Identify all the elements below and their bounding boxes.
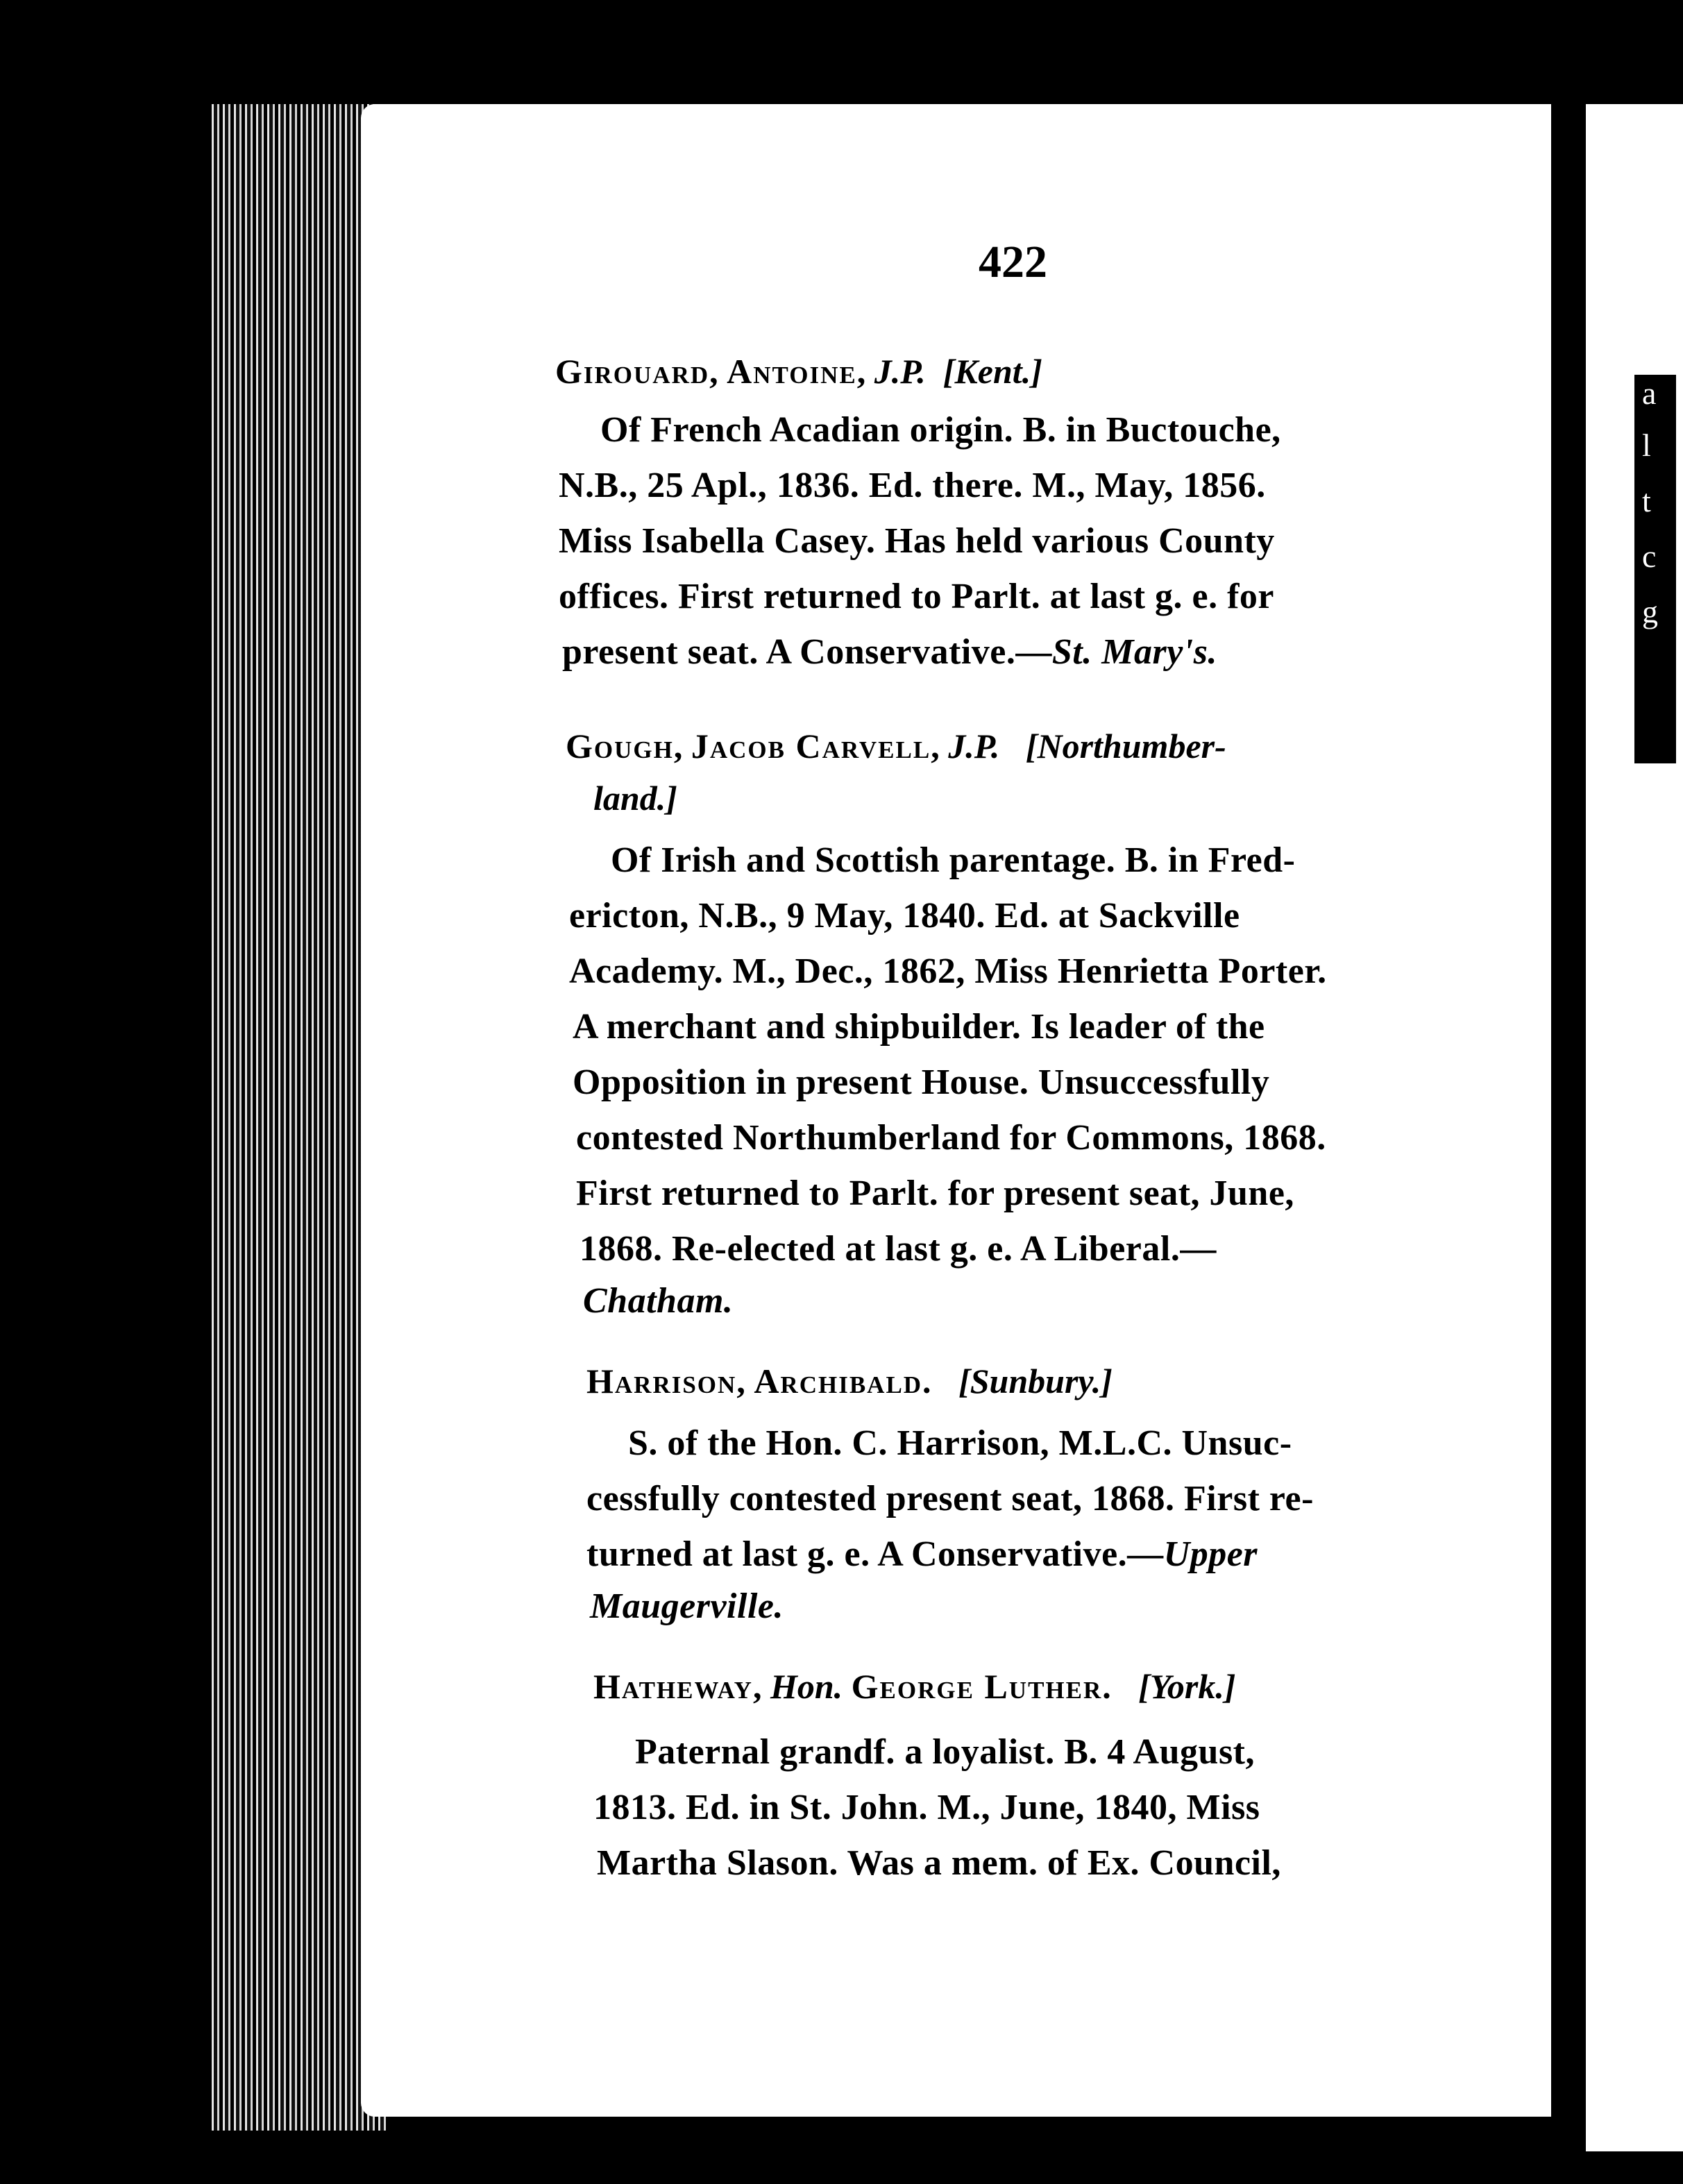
entry-text-line: Opposition in present House. Unsuccessfully (573, 1063, 1270, 1102)
entry-text-line: Paternal grandf. a loyalist. B. 4 August, (635, 1732, 1255, 1772)
entry-text-line (590, 1586, 784, 1627)
entry-residence-inline: Upper (1163, 1534, 1258, 1574)
entry-surname: Hatheway (593, 1667, 753, 1706)
entry-surname: Girouard (555, 352, 710, 391)
entry-text-line: 1813. Ed. in St. John. M., June, 1840, Miss (593, 1788, 1260, 1827)
entry-text-line: contested Northumberland for Commons, 1868. (576, 1118, 1326, 1158)
entry-heading: Harrison, Archibald. [Sunbury.] (586, 1362, 1113, 1400)
entry-title: J.P. (948, 727, 1000, 765)
entry-text-line: First returned to Parlt. for present seat, June, (576, 1174, 1294, 1213)
entry-text-line: ericton, N.B., 9 May, 1840. Ed. at Sackville (569, 896, 1240, 936)
entry-text-line (562, 632, 1217, 672)
entry-constituency-continuation: land.] (593, 779, 677, 818)
entry-heading: Hatheway, Hon. George Luther. [York.] (593, 1667, 1236, 1706)
entry-text-line: Of French Acadian origin. B. in Buctouche, (600, 410, 1281, 450)
neighbor-letter: l (1642, 428, 1651, 463)
entry-constituency: [York.] (1138, 1667, 1236, 1706)
entry-text-line: Martha Slason. Was a mem. of Ex. Council, (597, 1843, 1281, 1883)
entry-residence: St. Mary's. (1051, 632, 1217, 672)
entry-given-name: Antoine (727, 352, 857, 391)
entry-surname: Harrison (586, 1362, 737, 1400)
entry-constituency: [Northumber- (1025, 727, 1226, 765)
entry-residence: Maugerville. (590, 1586, 784, 1626)
entry-text-line: A merchant and shipbuilder. Is leader of the (573, 1007, 1265, 1047)
entry-text-line: offices. First returned to Parlt. at last g. e. for (559, 577, 1274, 616)
entry-text-line: Miss Isabella Casey. Has held various County (559, 521, 1275, 561)
entry-given-name: Archibald. (754, 1362, 933, 1400)
entry-text-fragment: turned at last g. e. A Conservative.— (586, 1534, 1164, 1574)
entry-heading: Girouard, Antoine, J.P. [Kent.] (555, 352, 1042, 391)
entry-given-name: Jacob Carvell (691, 727, 931, 765)
entry-text-line: 1868. Re-elected at last g. e. A Liberal.— (580, 1229, 1217, 1269)
entry-constituency: [Kent.] (942, 352, 1042, 391)
entry-text-line (586, 1534, 1258, 1575)
entry-honorific: Hon. (770, 1667, 843, 1706)
neighbor-letter: t (1642, 483, 1651, 518)
entry-text-line (583, 1280, 733, 1321)
entry-title: J.P. (874, 352, 926, 391)
entry-heading-continuation (593, 777, 677, 819)
entry-heading: Gough, Jacob Carvell, J.P. [Northumber- (566, 727, 1226, 765)
neighbor-letter: g (1642, 594, 1658, 629)
entry-text-line: N.B., 25 Apl., 1836. Ed. there. M., May, 1856. (559, 466, 1266, 505)
entry-text-line: Academy. M., Dec., 1862, Miss Henrietta Porter. (569, 951, 1327, 991)
entry-text-line: Of Irish and Scottish parentage. B. in Fred- (611, 840, 1296, 880)
entry-text-line: S. of the Hon. C. Harrison, M.L.C. Unsuc- (628, 1423, 1292, 1463)
page-number: 422 (979, 237, 1047, 287)
neighbor-letter: c (1642, 539, 1657, 574)
neighbor-letter: a (1642, 375, 1657, 411)
entry-text-line: cessfully contested present seat, 1868. First re- (586, 1479, 1314, 1518)
entry-constituency: [Sunbury.] (958, 1362, 1113, 1400)
entry-residence: Chatham. (583, 1281, 734, 1321)
entry-text-fragment: present seat. A Conservative.— (562, 632, 1052, 672)
entry-surname: Gough (566, 727, 674, 765)
entry-given-name: George Luther. (851, 1667, 1113, 1706)
